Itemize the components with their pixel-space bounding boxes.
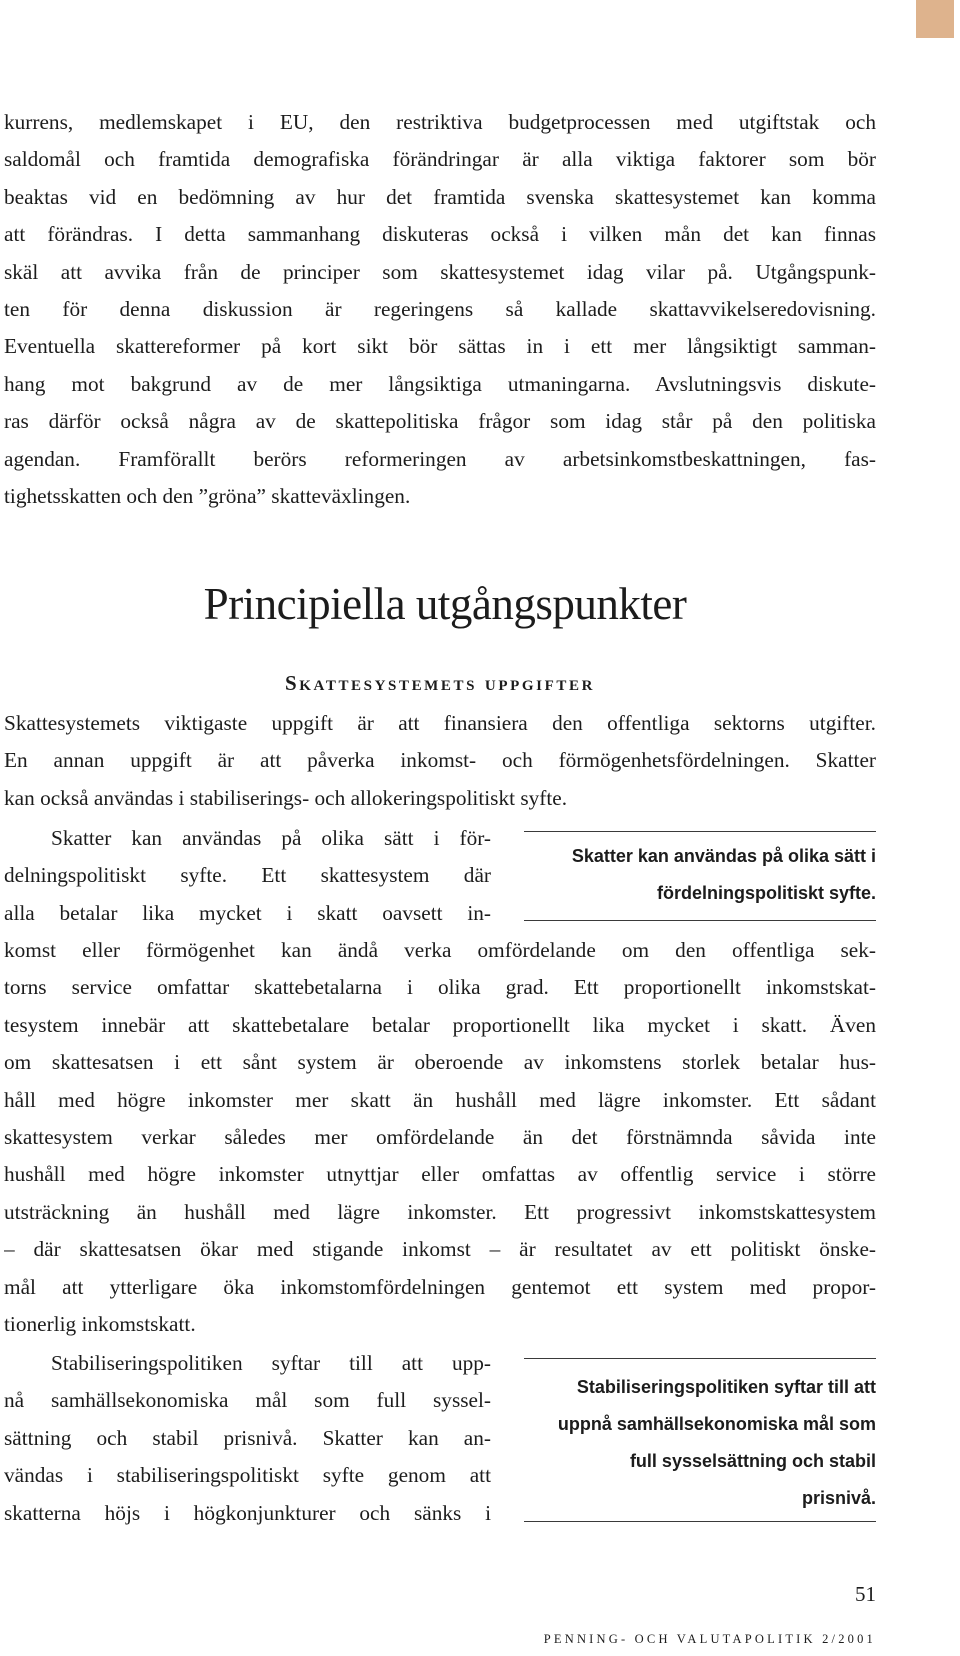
subsection-heading: Skattesystemets uppgifter [284, 671, 596, 695]
text-line: hang mot bakgrund av de mer långsiktiga utmaningarna. Avslutningsvis diskute- [4, 371, 876, 396]
text-line: om skattesatsen i ett sånt system är oberoende av inkomstens storlek betalar hus- [4, 1050, 876, 1075]
pullquote-line: full sysselsättning och stabil [629, 1451, 876, 1471]
text-line: saldomål och framtida demografiska förändringar är alla viktiga faktorer som bör [4, 147, 876, 172]
text-line: sättning och stabil prisnivå. Skatter kan an- [4, 1425, 491, 1450]
text-line: ten för denna diskussion är regeringens så kallade skattavvikelseredovisning. [4, 296, 876, 321]
text-line: Eventuella skattereformer på kort sikt bör sättas in i ett mer långsiktigt samman- [4, 334, 876, 359]
text-line: hushåll med högre inkomster utnyttjar eller omfattas av offentlig service i större [4, 1162, 876, 1187]
pullquote-line: Skatter kan användas på olika sätt i [571, 846, 876, 866]
text-line: agendan. Framförallt berörs reformeringen av arbetsinkomstbeskattningen, fas- [4, 446, 876, 471]
text-line: att förändras. I detta sammanhang diskuteras också i vilken mån det kan finnas [4, 222, 876, 247]
fordelning-paragraph-full [4, 932, 876, 1343]
text-line: kurrens, medlemskapet i EU, den restriktiva budgetprocessen med utgiftstak och [4, 110, 876, 134]
text-line: skäl att avvika från de principer som skattesystemet idag vilar på. Utgångspunk- [4, 259, 876, 284]
tasks-paragraph [4, 705, 876, 817]
pullquote-line: prisnivå. [801, 1488, 876, 1508]
pullquote-line: uppnå samhällsekonomiska mål som [557, 1414, 876, 1434]
text-line: tighetsskatten och den ”gröna” skatteväxlingen. [4, 483, 411, 508]
text-line: kan också användas i stabiliserings- och allokeringspolitiskt syfte. [4, 785, 568, 810]
text-line: En annan uppgift är att påverka inkomst- och förmögenhetsfördelningen. Skatter [4, 748, 876, 773]
pullquote-fordelning [524, 831, 876, 921]
text-line: håll med högre inkomster mer skatt än hushåll med lägre inkomster. Ett sådant [4, 1087, 876, 1112]
text-line: utsträckning än hushåll med lägre inkomster. Ett progressivt inkomstskattesystem [4, 1199, 876, 1224]
text-line: torns service omfattar skattebetalarna i olika grad. Ett proportionellt inkomstskat- [4, 975, 876, 1000]
text-line: ras därför också några av de skattepolitiska frågor som idag står på den politiska [4, 409, 876, 434]
text-line: komst eller förmögenhet kan ändå verka omfördelande om den offentliga sek- [4, 938, 876, 962]
pullquote-stabilisering [524, 1358, 876, 1522]
text-line: mål att ytterligare öka inkomstomfördelningen gentemot ett system med propor- [4, 1274, 876, 1299]
section-heading: Principiella utgångspunkter [203, 579, 687, 629]
text-line: – där skattesatsen ökar med stigande inkomst – är resultatet av ett politiskt önske- [4, 1237, 876, 1262]
text-line: skattesystem verkar således mer omfördelande än det förstnämnda såvida inte [4, 1124, 876, 1149]
stabilisering-paragraph [4, 1345, 491, 1532]
text-line: tionerlig inkomstskatt. [4, 1311, 196, 1336]
fordelning-paragraph-wrapped [4, 820, 491, 932]
pullquote-line: Stabiliseringspolitiken syftar till att [576, 1377, 876, 1397]
text-line: alla betalar lika mycket i skatt oavsett in- [4, 900, 491, 925]
text-line: skatterna höjs i högkonjunkturer och sänks i [4, 1500, 491, 1525]
page-number: 51 [855, 1582, 876, 1606]
running-footer: PENNING- OCH VALUTAPOLITIK 2/2001 [543, 1632, 876, 1646]
pullquote-line: fördelningspolitiskt syfte. [656, 883, 876, 903]
text-line: nå samhällsekonomiska mål som full syssel- [4, 1388, 491, 1413]
text-line: delningspolitiskt syfte. Ett skattesystem där [4, 863, 491, 888]
text-line: tesystem innebär att skattebetalare betalar proportionellt lika mycket i skatt. Även [4, 1012, 876, 1037]
text-line: Skattesystemets viktigaste uppgift är att finansiera den offentliga sektorns utgifter. [4, 711, 876, 735]
text-line: vändas i stabiliseringspolitiskt syfte genom att [4, 1463, 491, 1488]
corner-tab [916, 0, 954, 38]
text-line: Skatter kan användas på olika sätt i för- [51, 826, 491, 850]
text-line: Stabiliseringspolitiken syftar till att upp- [51, 1351, 491, 1375]
intro-paragraph [4, 104, 876, 515]
text-line: beaktas vid en bedömning av hur det framtida svenska skattesystemet kan komma [4, 184, 876, 209]
